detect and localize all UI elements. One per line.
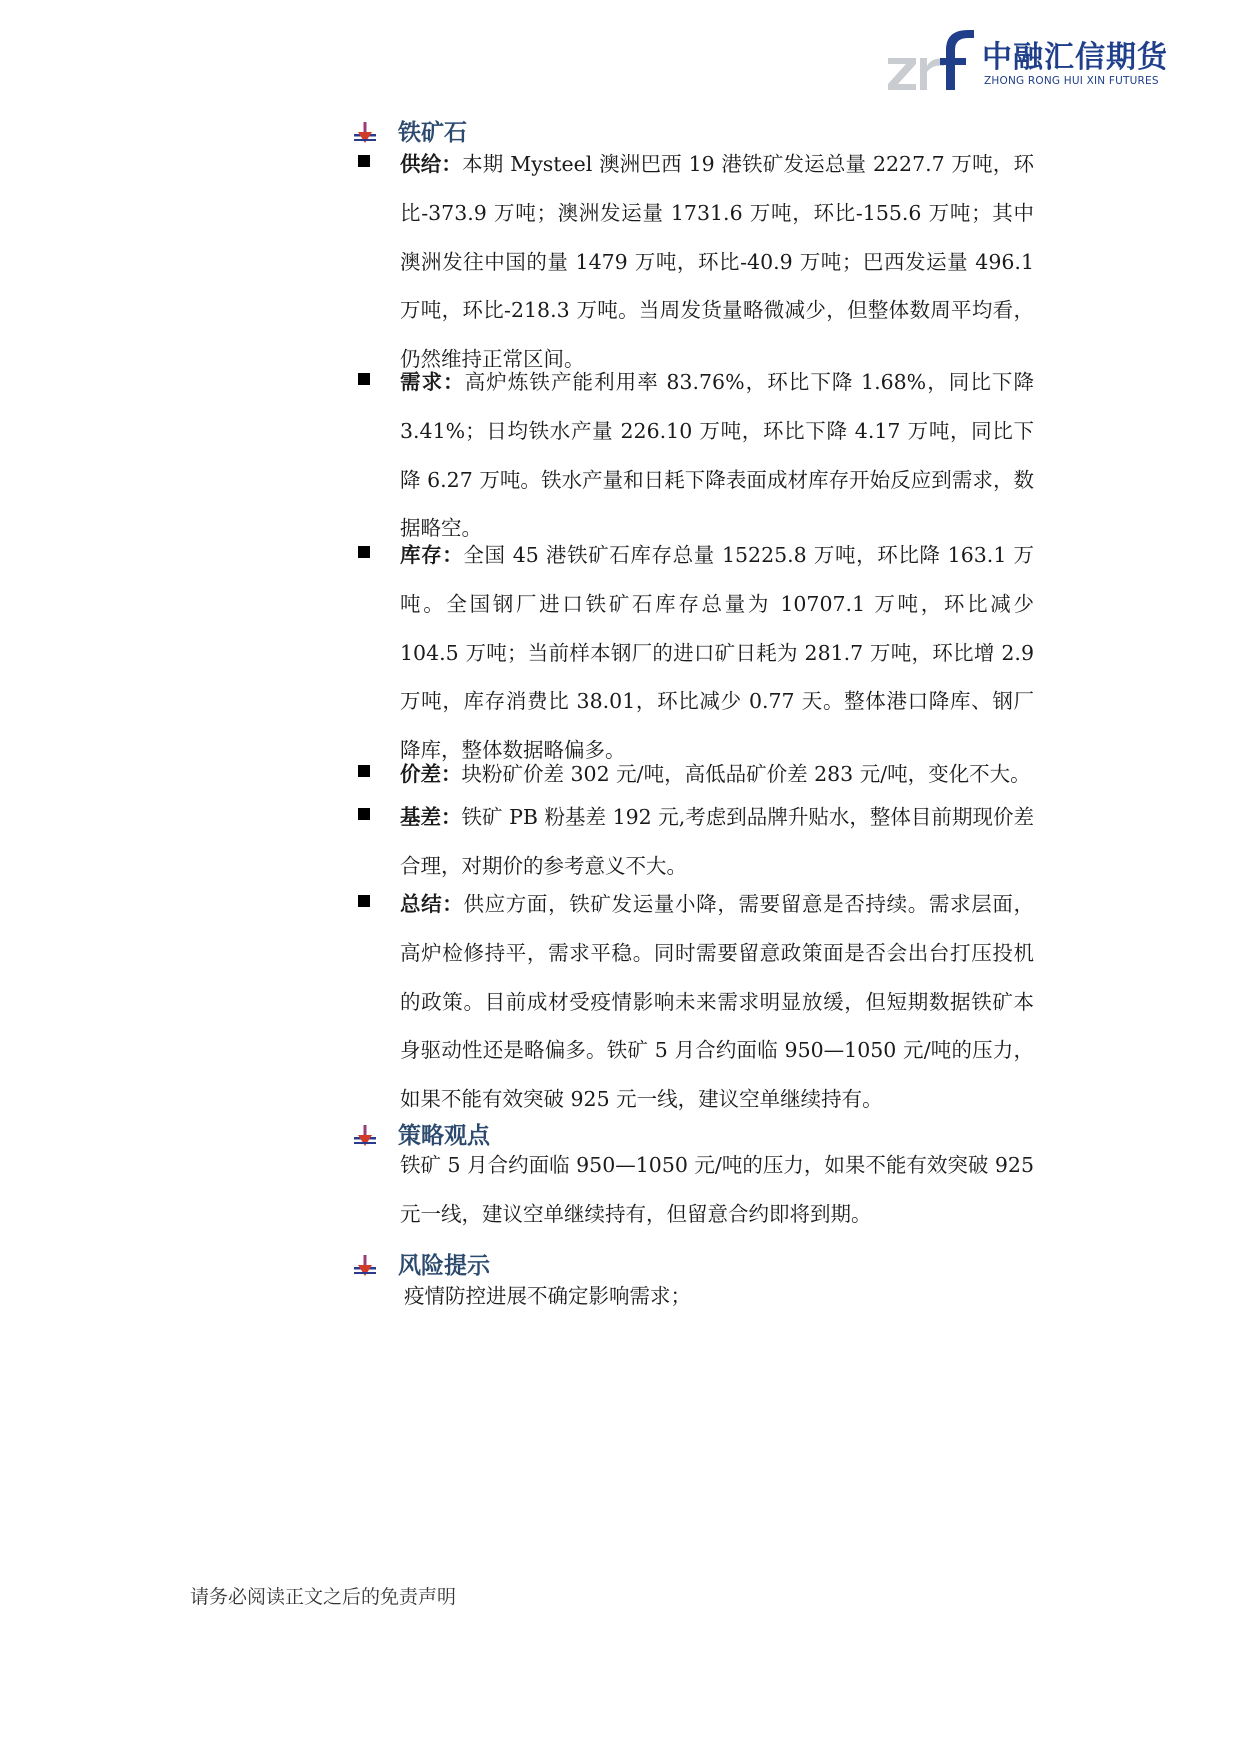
item-label: 库存： <box>400 543 464 567</box>
item-text: 块粉矿价差 302 元/吨，高低品矿价差 283 元/吨，变化不大。 <box>461 762 1031 786</box>
list-item-inventory <box>354 531 1034 775</box>
square-bullet-icon <box>358 155 370 167</box>
list-item-spread <box>354 750 1034 799</box>
list-item-body <box>400 358 1034 553</box>
company-logo <box>886 28 1176 96</box>
list-item-body <box>400 793 1034 891</box>
logo-english-name: ZHONG RONG HUI XIN FUTURES <box>984 75 1159 87</box>
list-item-body <box>400 750 1034 799</box>
list-item-supply <box>354 140 1034 384</box>
item-text: 全国 45 港铁矿石库存总量 15225.8 万吨，环比降 163.1 万吨。全国钢厂进口铁矿石库存总量为 10707.1 万吨，环比减少 104.5 万吨；当前样本钢厂的进口矿日耗为 281.7 万吨，环比增 2.9 万吨，库存消费比 38.01，环比减少 0.77 天。整体港口降库、钢厂降库，整体数据略偏多。 <box>400 543 1034 763</box>
item-label: 需求： <box>400 370 465 394</box>
strategy-paragraph: 铁矿 5 月合约面临 950—1050 元/吨的压力，如果不能有效突破 925 元一线，建议空单继续持有，但留意合约即将到期。 <box>400 1153 1034 1226</box>
section-title: 风险提示 <box>398 1253 490 1279</box>
list-item-body <box>400 880 1034 1124</box>
section-title: 铁矿石 <box>398 120 467 146</box>
disclaimer-footer: 请务必阅读正文之后的免责声明 <box>190 1586 457 1608</box>
logo-chinese-name: 中融汇信期货 <box>982 40 1168 75</box>
item-text: 高炉炼铁产能利用率 83.76%，环比下降 1.68%，同比下降 3.41%；日均铁水产量 226.10 万吨，环比下降 4.17 万吨，同比下降 6.27 万吨。铁水产量和日耗下降表面成材库存开始反应到需求，数据略空。 <box>400 370 1034 541</box>
square-bullet-icon <box>358 808 370 820</box>
down-arrow-icon <box>354 1125 376 1147</box>
item-label: 基差： <box>400 805 462 829</box>
list-item-body <box>400 531 1034 775</box>
item-label: 价差： <box>400 762 462 786</box>
down-arrow-icon <box>354 1255 376 1277</box>
list-item-body <box>400 140 1034 384</box>
list-item-summary <box>354 880 1034 1124</box>
square-bullet-icon <box>358 765 370 777</box>
section-title: 策略观点 <box>398 1123 490 1149</box>
square-bullet-icon <box>358 546 370 558</box>
zrf-logo-mark <box>886 28 978 94</box>
list-item-demand <box>354 358 1034 553</box>
square-bullet-icon <box>358 373 370 385</box>
item-label: 总结： <box>400 892 464 916</box>
risk-paragraph: 疫情防控进展不确定影响需求； <box>404 1284 691 1308</box>
list-item-basis <box>354 793 1034 891</box>
item-text: 本期 Mysteel 澳洲巴西 19 港铁矿发运总量 2227.7 万吨，环比-373.9 万吨；澳洲发运量 1731.6 万吨，环比-155.6 万吨；其中澳洲发往中国的量 1479 万吨，环比-40.9 万吨；巴西发运量 496.1 万吨，环比-218.3 万吨。当周发货量略微减少，但整体数周平均看，仍然维持正常区间。 <box>400 152 1034 372</box>
item-text: 供应方面，铁矿发运量小降，需要留意是否持续。需求层面，高炉检修持平，需求平稳。同时需要留意政策面是否会出台打压投机的政策。目前成材受疫情影响未来需求明显放缓，但短期数据铁矿本身驱动性还是略偏多。铁矿 5 月合约面临 950—1050 元/吨的压力，如果不能有效突破 925 元一线，建议空单继续持有。 <box>400 892 1035 1112</box>
item-label: 供给： <box>400 152 463 176</box>
square-bullet-icon <box>358 895 370 907</box>
item-text: 铁矿 PB 粉基差 192 元,考虑到品牌升贴水，整体目前期现价差合理，对期价的参考意义不大。 <box>400 805 1034 878</box>
